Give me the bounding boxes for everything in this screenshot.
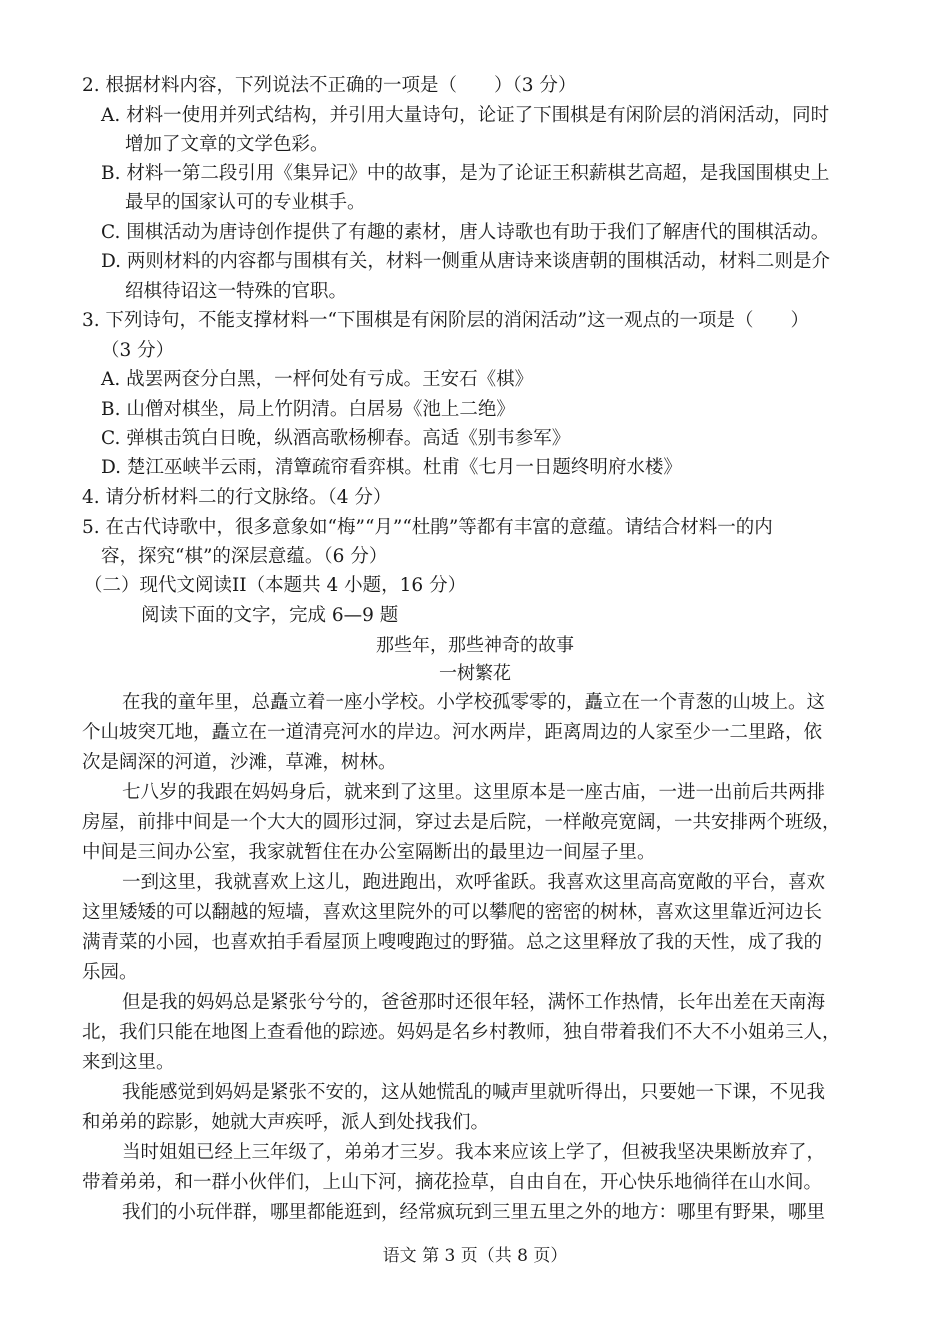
q3-option-c: C. 弹棋击筑白日晚，纵酒高歌杨柳春。高适《别韦参军》 bbox=[101, 428, 571, 449]
q5-stem-line2: 容，探究“棋”的深层意蕴。（6 分） bbox=[101, 546, 388, 567]
section-instruction: 阅读下面的文字，完成 6—9 题 bbox=[141, 605, 399, 626]
q4-stem: 4. 请分析材料二的行文脉络。（4 分） bbox=[82, 487, 392, 508]
article-line: 北，我们只能在地图上查看他的踪迹。妈妈是名乡村教师，独自带着我们不大不小姐弟三人， bbox=[82, 1022, 841, 1043]
section-heading: （二）现代文阅读II（本题共 4 小题，16 分） bbox=[84, 575, 467, 596]
article-line: 满青菜的小园，也喜欢拍手看屋顶上嗖嗖跑过的野猫。总之这里释放了我的天性，成了我的 bbox=[82, 932, 823, 953]
article-line: 我能感觉到妈妈是紧张不安的，这从她慌乱的喊声里就听得出，只要她一下课，不见我 bbox=[122, 1082, 826, 1103]
q3-stem-line1: 3. 下列诗句，不能支撑材料一“下围棋是有闲阶层的消闲活动”这一观点的一项是（ ） bbox=[82, 310, 809, 331]
q2-option-a-line1: A. 材料一使用并列式结构，并引用大量诗句，论证了下围棋是有闲阶层的消闲活动，同时 bbox=[101, 105, 830, 126]
q2-option-a-line2: 增加了文章的文学色彩。 bbox=[125, 134, 329, 155]
q2-option-b-line1: B. 材料一第二段引用《集异记》中的故事，是为了论证王积薪棋艺高超，是我国围棋史上 bbox=[101, 163, 830, 184]
article-line: 和弟弟的踪影，她就大声疾呼，派人到处找我们。 bbox=[82, 1112, 490, 1133]
article-line: 这里矮矮的可以翻越的短墙，喜欢这里院外的可以攀爬的密密的树林，喜欢这里靠近河边长 bbox=[82, 902, 823, 923]
article-line: 房屋，前排中间是一个大大的圆形过洞，穿过去是后院，一样敞亮宽阔，一共安排两个班级， bbox=[82, 812, 841, 833]
page-footer: 语文 第 3 页（共 8 页） bbox=[382, 1246, 568, 1266]
q5-stem-line1: 5. 在古代诗歌中，很多意象如“梅”“月”“杜鹃”等都有丰富的意蕴。请结合材料一的内 bbox=[82, 517, 773, 538]
article-subtitle: 一树繁花 bbox=[439, 663, 511, 684]
article-line: 一到这里，我就喜欢上这儿，跑进跑出，欢呼雀跃。我喜欢这里高高宽敞的平台，喜欢 bbox=[122, 872, 826, 893]
q2-stem: 2. 根据材料内容，下列说法不正确的一项是（ ）（3 分） bbox=[82, 75, 577, 96]
q2-option-c: C. 围棋活动为唐诗创作提供了有趣的素材，唐人诗歌也有助于我们了解唐代的围棋活动。 bbox=[101, 222, 830, 243]
q3-option-b: B. 山僧对棋坐，局上竹阴清。白居易《池上二绝》 bbox=[101, 399, 515, 420]
article-line: 个山坡突兀地，矗立在一道清亮河水的岸边。河水两岸，距离周边的人家至少一二里路，依 bbox=[82, 722, 823, 743]
article-line: 我们的小玩伴群，哪里都能逛到，经常疯玩到三里五里之外的地方：哪里有野果，哪里 bbox=[122, 1202, 826, 1223]
article-line: 当时姐姐已经上三年级了，弟弟才三岁。我本来应该上学了，但被我坚决果断放弃了， bbox=[122, 1142, 826, 1163]
article-title: 那些年，那些神奇的故事 bbox=[376, 635, 574, 656]
q2-option-d-line2: 绍棋待诏这一特殊的官职。 bbox=[125, 281, 348, 302]
article-line: 中间是三间办公室，我家就暂住在办公室隔断出的最里边一间屋子里。 bbox=[82, 842, 656, 863]
article-line: 来到这里。 bbox=[82, 1052, 175, 1073]
article-line: 七八岁的我跟在妈妈身后，就来到了这里。这里原本是一座古庙，一进一出前后共两排 bbox=[122, 782, 826, 803]
article-line: 带着弟弟，和一群小伙伴们，上山下河，摘花捡草，自由自在，开心快乐地徜徉在山水间。 bbox=[82, 1172, 823, 1193]
q3-stem-line2: （3 分） bbox=[101, 340, 175, 361]
article-line: 但是我的妈妈总是紧张兮兮的，爸爸那时还很年轻，满怀工作热情，长年出差在天南海 bbox=[122, 992, 826, 1013]
q2-option-b-line2: 最早的国家认可的专业棋手。 bbox=[125, 192, 366, 213]
article-line: 在我的童年里，总矗立着一座小学校。小学校孤零零的，矗立在一个青葱的山坡上。这 bbox=[122, 692, 826, 713]
article-line: 次是阔深的河道，沙滩，草滩，树林。 bbox=[82, 752, 397, 773]
q2-option-d-line1: D. 两则材料的内容都与围棋有关，材料一侧重从唐诗来谈唐朝的围棋活动，材料二则是介 bbox=[101, 251, 830, 272]
article-line: 乐园。 bbox=[82, 962, 138, 983]
q3-option-a: A. 战罢两奁分白黑，一枰何处有亏成。王安石《棋》 bbox=[101, 369, 534, 390]
q3-option-d: D. 楚江巫峡半云雨，清簟疏帘看弈棋。杜甫《七月一日题终明府水楼》 bbox=[101, 457, 682, 478]
